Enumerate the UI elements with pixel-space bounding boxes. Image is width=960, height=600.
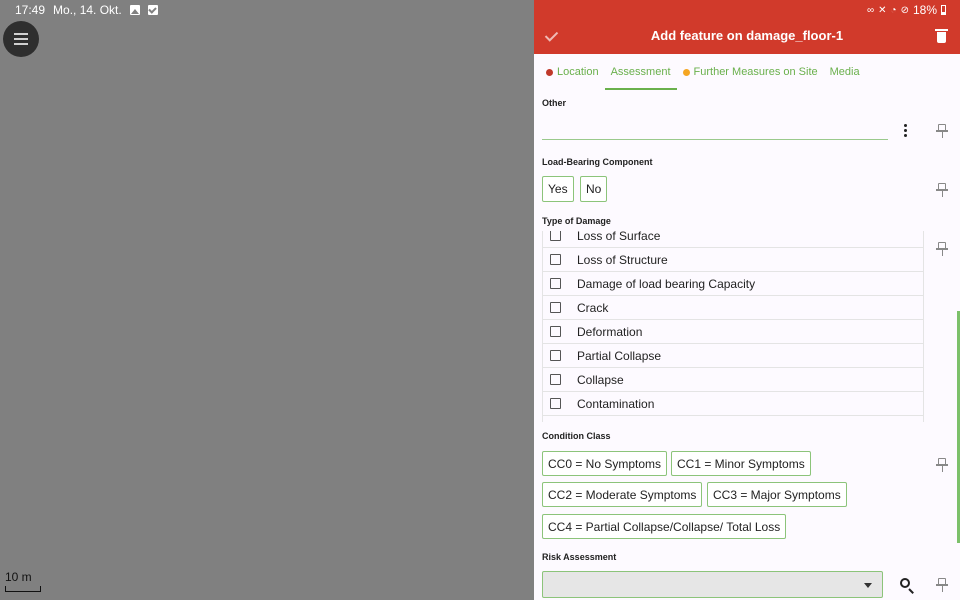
load-bearing-no-button[interactable]: No [580,176,607,202]
gallery-notification-icon [130,5,140,15]
cc4-button[interactable]: CC4 = Partial Collapse/Collapse/ Total Loss [542,514,786,539]
mute-icon: ✕ [878,4,887,16]
dnd-icon: ⊘ [900,4,909,16]
cc3-button[interactable]: CC3 = Major Symptoms [707,482,847,507]
load-bearing-yes-button[interactable]: Yes [542,176,574,202]
other-label: Other [542,98,567,108]
link-icon: ∞ [867,4,875,16]
risk-assessment-label: Risk Assessment [542,552,617,562]
feature-form-panel [534,0,960,600]
tab-bar [534,54,960,90]
checkbox[interactable] [550,374,561,385]
checkbox[interactable] [550,398,561,409]
list-item[interactable] [543,416,923,422]
list-item[interactable]: Contamination [543,392,923,416]
status-bar-right [867,2,946,18]
pin-icon[interactable] [936,458,948,472]
status-time: 17:49 [15,3,46,17]
scale-label: 10 m [5,570,32,584]
delete-trash-icon[interactable] [936,29,947,43]
pin-icon[interactable] [936,242,948,256]
task-notification-icon [148,5,158,15]
other-input[interactable] [542,139,888,140]
menu-button[interactable] [3,21,39,57]
list-item[interactable]: Damage of load bearing Capacity [543,272,923,296]
cc0-button[interactable]: CC0 = No Symptoms [542,451,667,476]
chevron-down-icon [864,583,872,588]
list-item[interactable]: Partial Collapse [543,344,923,368]
tab-assessment-label: Assessment [610,66,671,78]
tab-further-measures-label: Further Measures on Site [693,66,818,78]
list-item[interactable]: Deformation [543,320,923,344]
search-icon[interactable] [900,578,914,592]
app-bar [534,0,960,54]
checkbox[interactable] [550,350,561,361]
pin-icon[interactable] [936,124,948,138]
wifi-icon: ◔ [890,4,897,16]
pin-icon[interactable] [936,183,948,197]
pin-icon[interactable] [936,578,948,592]
checkbox[interactable] [550,326,561,337]
condition-class-label: Condition Class [542,431,611,441]
list-item[interactable]: Loss of Surface [543,231,923,248]
list-item[interactable]: Loss of Structure [543,248,923,272]
warning-dot-icon [683,69,690,76]
list-item[interactable]: Collapse [543,368,923,392]
checkbox[interactable] [550,254,561,265]
tab-location[interactable] [540,54,605,90]
tab-media-label: Media [829,66,860,78]
tab-further-measures[interactable] [677,54,824,90]
tab-location-label: Location [557,66,599,78]
load-bearing-label: Load-Bearing Component [542,157,653,167]
battery-level: 18% [912,3,937,17]
checkbox[interactable] [550,231,561,241]
list-item[interactable]: Crack [543,296,923,320]
status-date: Mo., 14. Okt. [53,3,122,17]
hamburger-icon [14,33,28,45]
damage-type-list[interactable] [542,231,924,422]
page-title: Add feature on damage_floor-1 [650,28,844,43]
status-bar [15,2,158,18]
cc2-button[interactable]: CC2 = Moderate Symptoms [542,482,702,507]
tab-assessment[interactable] [605,54,677,90]
type-of-damage-label: Type of Damage [542,216,611,226]
tab-media[interactable] [824,54,866,90]
checkbox[interactable] [550,302,561,313]
error-dot-icon [546,69,553,76]
checkbox[interactable] [550,278,561,289]
battery-icon [941,5,946,15]
more-options-icon[interactable] [904,124,908,137]
cc1-button[interactable]: CC1 = Minor Symptoms [671,451,811,476]
scale-bar [5,586,41,592]
risk-assessment-select[interactable] [542,571,883,598]
